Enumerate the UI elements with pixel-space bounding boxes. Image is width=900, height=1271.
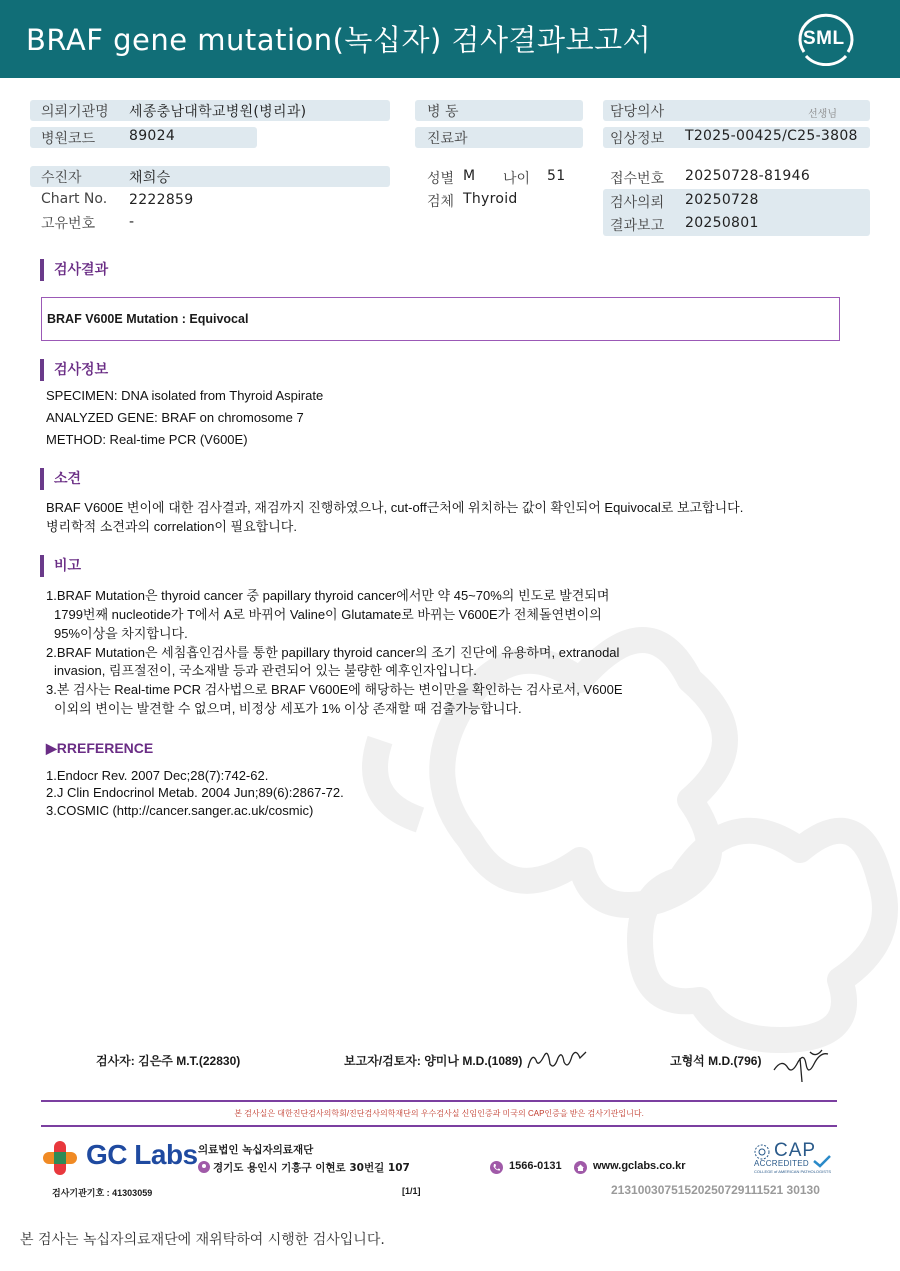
reference-line: 3.COSMIC (http://cancer.sanger.ac.uk/cosmic) [46,803,314,818]
receipt-label: 접수번호 [610,171,665,187]
age-label: 나이 [503,171,531,187]
reference-line: 1.Endocr Rev. 2007 Dec;28(7):742-62. [46,768,269,783]
institution-label: 의뢰기관명 [41,104,109,120]
info-section-title: 검사정보 [40,359,108,381]
info-line: SPECIMEN: DNA isolated from Thyroid Aspirate [46,388,324,403]
chart-value: 2222859 [129,192,194,208]
reference-title: ▶RREFERENCE [46,740,154,756]
specimen-label: 검체 [427,194,455,210]
hospital-code-label: 병원코드 [41,131,96,147]
info-line: ANALYZED GENE: BRAF on chromosome 7 [46,410,304,425]
patient-label: 수진자 [41,170,82,186]
opinion-line: 병리학적 소견과의 correlation이 필요합니다. [46,519,297,534]
result-text: BRAF V600E Mutation : Equivocal [47,312,249,326]
website-link: www.gclabs.co.kr [593,1160,686,1172]
home-icon [574,1161,587,1174]
specimen-value: Thyroid [463,191,518,207]
opinion-section-title: 소견 [40,468,81,490]
tester-signature-line: 검사자: 김은주 M.T.(22830) [96,1054,241,1068]
reference-line: 2.J Clin Endocrinol Metab. 2004 Jun;89(6):2867-72. [46,785,344,800]
institution-number: 검사기관기호 : 41303059 [52,1188,153,1198]
request-value: 20250728 [685,192,759,208]
barcode-number: 21310030751520250729111521 30130 [611,1183,820,1197]
footer-top-rule [41,1100,837,1102]
sex-value: M [463,168,476,184]
report-label: 결과보고 [610,218,665,234]
unique-value: - [129,214,135,230]
clinical-label: 임상정보 [610,131,665,147]
info-line: METHOD: Real-time PCR (V600E) [46,432,248,447]
remark-line: invasion, 림프절전이, 국소재발 등과 관련되어 있는 불량한 예후인자입니다. [54,663,477,678]
gc-labs-logo-text: GC Labs [86,1139,198,1170]
cap-subtitle: COLLEGE of AMERICAN PATHOLOGISTS [754,1169,831,1174]
certification-notice: 본 검사실은 대한진단검사의학회/진단검사의학재단의 우수검사실 신임인증과 미국의 CAP인증을 받은 검사기관입니다. [234,1109,644,1118]
organization-address: 경기도 용인시 기흥구 이현로 30번길 107 [213,1162,410,1174]
reviewer-handwritten-signature-icon [524,1046,590,1074]
report-header [0,0,900,78]
remark-line: 95%이상을 차지합니다. [54,626,188,641]
remark-section-title: 비고 [40,555,81,577]
consignment-note: 본 검사는 녹십자의료재단에 재위탁하여 시행한 검사입니다. [20,1232,385,1248]
third-handwritten-signature-icon [770,1044,832,1084]
sml-logo-text: SML [803,28,845,49]
patient-value: 채희승 [129,170,171,186]
report-value: 20250801 [685,215,759,231]
doctor-label: 담당의사 [610,104,665,120]
result-box [41,297,840,341]
report-title: BRAF gene mutation(녹십자) 검사결과보고서 [26,23,652,57]
phone-number: 1566-0131 [509,1160,562,1172]
cap-emblem-icon [754,1144,770,1160]
organization-name: 의료법인 녹십자의료재단 [198,1144,314,1156]
check-mark-icon [812,1154,832,1168]
sex-label: 성별 [427,171,455,187]
opinion-line: BRAF V600E 변이에 대한 검사결과, 재검까지 진행하였으나, cut-off근처에 위치하는 값이 확인되어 Equivocal로 보고합니다. [46,500,744,515]
remark-line: 1.BRAF Mutation은 thyroid cancer 중 papillary thyroid cancer에서만 약 45~70%의 빈도로 발견되며 [46,588,610,603]
doctor-suffix: 선생님 [808,109,837,120]
cap-text: CAP [774,1140,817,1161]
cap-accredited-text: ACCREDITED [754,1159,810,1168]
ward-label: 병 동 [427,104,459,120]
chart-label: Chart No. [41,191,108,207]
third-signature-line: 고형석 M.D.(796) [670,1054,762,1068]
phone-icon [490,1161,503,1174]
result-section-title: 검사결과 [40,259,108,281]
page-indicator: [1/1] [402,1186,421,1196]
location-pin-icon [198,1161,210,1173]
gc-cross-logo-icon [41,1139,79,1177]
request-label: 검사의뢰 [610,195,665,211]
institution-value: 세종충남대학교병원(병리과) [129,104,307,120]
remark-line: 3.본 검사는 Real-time PCR 검사법으로 BRAF V600E에 해당하는 변이만을 확인하는 검사로서, V600E [46,682,623,697]
remark-line: 1799번째 nucleotide가 T에서 A로 바뀌어 Valine이 Glutamate로 바뀌는 V600E가 전체돌연변이의 [54,607,602,622]
age-value: 51 [547,168,566,184]
clinical-value: T2025-00425/C25-3808 [685,128,858,144]
department-label: 진료과 [427,131,468,147]
remark-line: 이외의 변이는 발견할 수 없으며, 비정상 세포가 1% 이상 존재할 때 검출가능합니다. [54,701,522,716]
reviewer-signature-line: 보고자/검토자: 양미나 M.D.(1089) [344,1054,523,1068]
unique-label: 고유번호 [41,216,96,232]
patient-bar [30,166,390,187]
footer-bottom-rule [41,1125,837,1127]
receipt-value: 20250728-81946 [685,168,811,184]
hospital-code-value: 89024 [129,128,176,144]
remark-line: 2.BRAF Mutation은 세침흡인검사를 통한 papillary thyroid cancer의 조기 진단에 유용하며, extranodal [46,645,620,660]
